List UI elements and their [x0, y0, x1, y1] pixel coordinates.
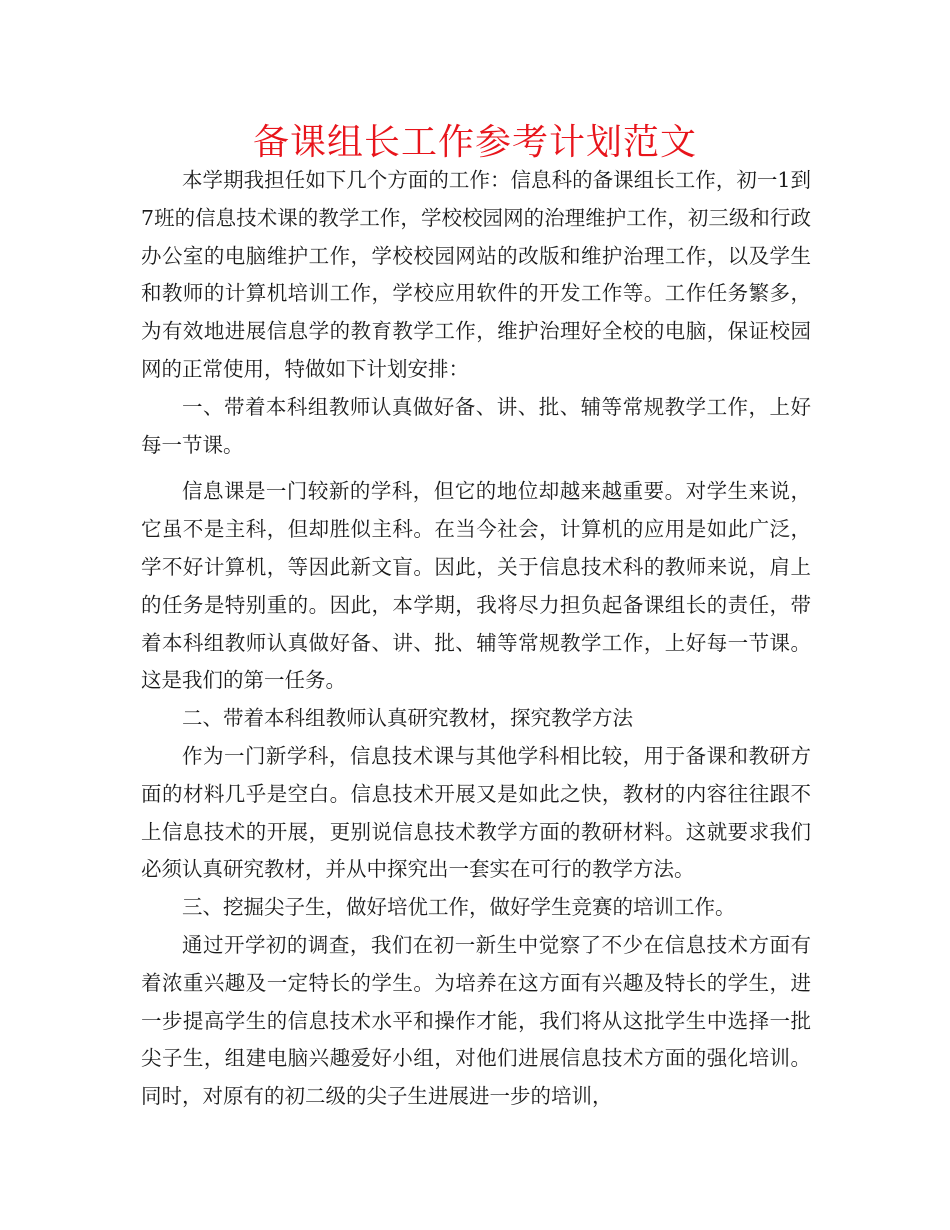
section-heading-2: 二、带着本科组教师认真研究教材，探究教学方法 [182, 706, 633, 731]
document-body [141, 162, 811, 1116]
paragraph-section-3: 通过开学初的调查，我们在初一新生中觉察了不少在信息技术方面有着浓重兴趣及一定特长的学生。为培养在这方面有兴趣及特长的学生，进一步提高学生的信息技术水平和操作才能，我们将从这批学生中选择一批尖子生，组建电脑兴趣爱好小组，对他们进展信息技术方面的强化培训。同时，对原有的初二级的尖子生进展进一步的培训， [141, 932, 811, 1109]
section-heading-3: 三、挖掘尖子生，做好培优工作，做好学生竞赛的培训工作。 [182, 895, 736, 920]
paragraph-section-2: 作为一门新学科，信息技术课与其他学科相比较，用于备课和教研方面的材料几乎是空白。信息技术开展又是如此之快，教材的内容往往跟不上信息技术的开展，更别说信息技术教学方面的教研材料。这就要求我们必须认真研究教材，并从中探究出一套实在可行的教学方法。 [141, 743, 811, 882]
document-title: 备课组长工作参考计划范文 [252, 122, 697, 163]
paragraph-intro: 本学期我担任如下几个方面的工作：信息科的备课组长工作，初一1到7班的信息技术课的教学工作，学校校园网的治理维护工作，初三级和行政办公室的电脑维护工作，学校校园网站的改版和维护治理工作，以及学生和教师的计算机培训工作，学校应用软件的开发工作等。工作任务繁多，为有效地进展信息学的教育教学工作，维护治理好全校的电脑，保证校园网的正常使用，特做如下计划安排： [141, 168, 811, 381]
paragraph-section-1: 信息课是一门较新的学科，但它的地位却越来越重要。对学生来说，它虽不是主科，但却胜似主科。在当今社会，计算机的应用是如此广泛，学不好计算机，等因此新文盲。因此，关于信息技术科的教师来说，肩上的任务是特别重的。因此，本学期，我将尽力担负起备课组长的责任，带着本科组教师认真做好备、讲、批、辅等常规教学工作，上好每一节课。这是我们的第一任务。 [141, 479, 811, 693]
section-heading-1: 一、带着本科组教师认真做好备、讲、批、辅等常规教学工作，上好每一节课。 [141, 394, 811, 457]
